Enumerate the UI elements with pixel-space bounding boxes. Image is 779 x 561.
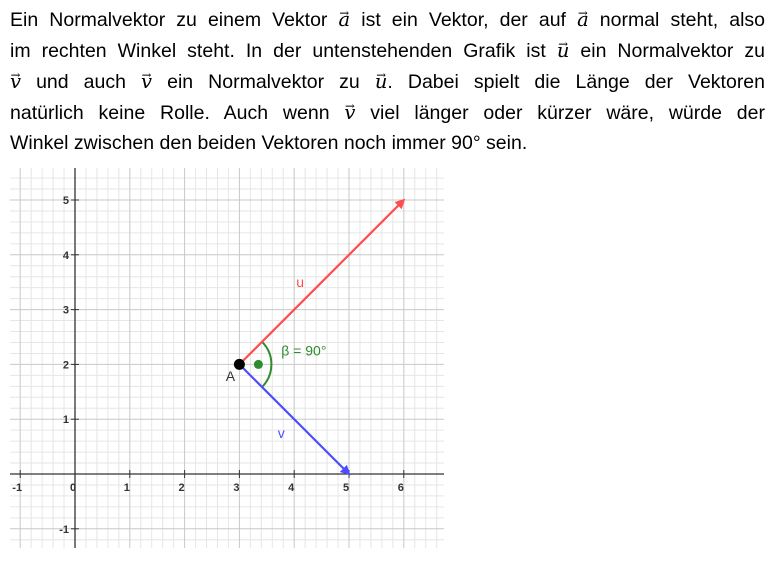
vector-symbol-v: → v xyxy=(141,66,152,97)
text-segment: ein Normalvektor zu xyxy=(569,40,765,62)
right-angle-dot xyxy=(254,360,263,369)
text-segment: ist ein Vektor, der auf xyxy=(350,9,578,31)
y-tick-label: 2 xyxy=(62,359,69,372)
angle-label: β = 90° xyxy=(281,342,327,359)
text-segment: und auch xyxy=(21,71,142,93)
text-line-1 xyxy=(10,4,765,35)
explanation-paragraph xyxy=(10,4,765,159)
text-segment: natürlich keine Rolle. Auch wenn xyxy=(10,102,345,124)
text-segment: im rechten Winkel steht. In der untenstehenden Grafik ist xyxy=(10,40,557,62)
point-a xyxy=(234,359,245,370)
y-tick-label: 4 xyxy=(62,249,69,262)
vector-symbol-a: → a xyxy=(577,4,589,35)
vector-symbol-a: → a xyxy=(339,4,351,35)
y-tick-label: 5 xyxy=(62,195,69,207)
x-tick-label: 2 xyxy=(178,482,185,494)
y-tick-label: -1 xyxy=(59,523,69,536)
y-tick-label: 3 xyxy=(62,304,69,317)
y-tick-label: 1 xyxy=(62,414,69,427)
x-tick-label: -1 xyxy=(12,482,23,494)
x-tick-label: 1 xyxy=(123,482,130,494)
text-segment: viel länger oder kürzer wäre, würde der xyxy=(355,102,765,124)
text-line-4 xyxy=(10,97,765,128)
vector-u-arrow xyxy=(239,200,403,364)
vector-symbol-v: → v xyxy=(344,97,355,128)
text-line-5: Winkel zwischen den beiden Vektoren noch immer 90° sein. xyxy=(10,132,528,154)
x-tick-label: 3 xyxy=(233,482,240,494)
vector-symbol-u: → u xyxy=(375,66,388,97)
x-tick-label: 5 xyxy=(342,482,350,494)
text-segment: ein Normalvektor zu xyxy=(152,71,375,93)
x-tick-label: 6 xyxy=(397,482,404,494)
x-tick-label: 4 xyxy=(288,482,295,494)
vector-u-label: u xyxy=(296,274,304,291)
text-segment: Ein Normalvektor zu einem Vektor xyxy=(10,9,339,31)
vector-v-label: v xyxy=(277,424,285,441)
point-a-label: A xyxy=(225,368,236,385)
vector-symbol-v: → v xyxy=(10,66,21,97)
text-segment: . Dabei spielt die Länge der Vektoren xyxy=(387,71,765,93)
text-line-3 xyxy=(10,66,765,97)
text-line-2 xyxy=(10,35,765,66)
x-tick-label: 0 xyxy=(69,482,77,494)
coordinate-graph xyxy=(10,168,444,548)
text-segment: normal steht, also xyxy=(588,9,766,31)
vector-symbol-u: → u xyxy=(557,35,570,66)
